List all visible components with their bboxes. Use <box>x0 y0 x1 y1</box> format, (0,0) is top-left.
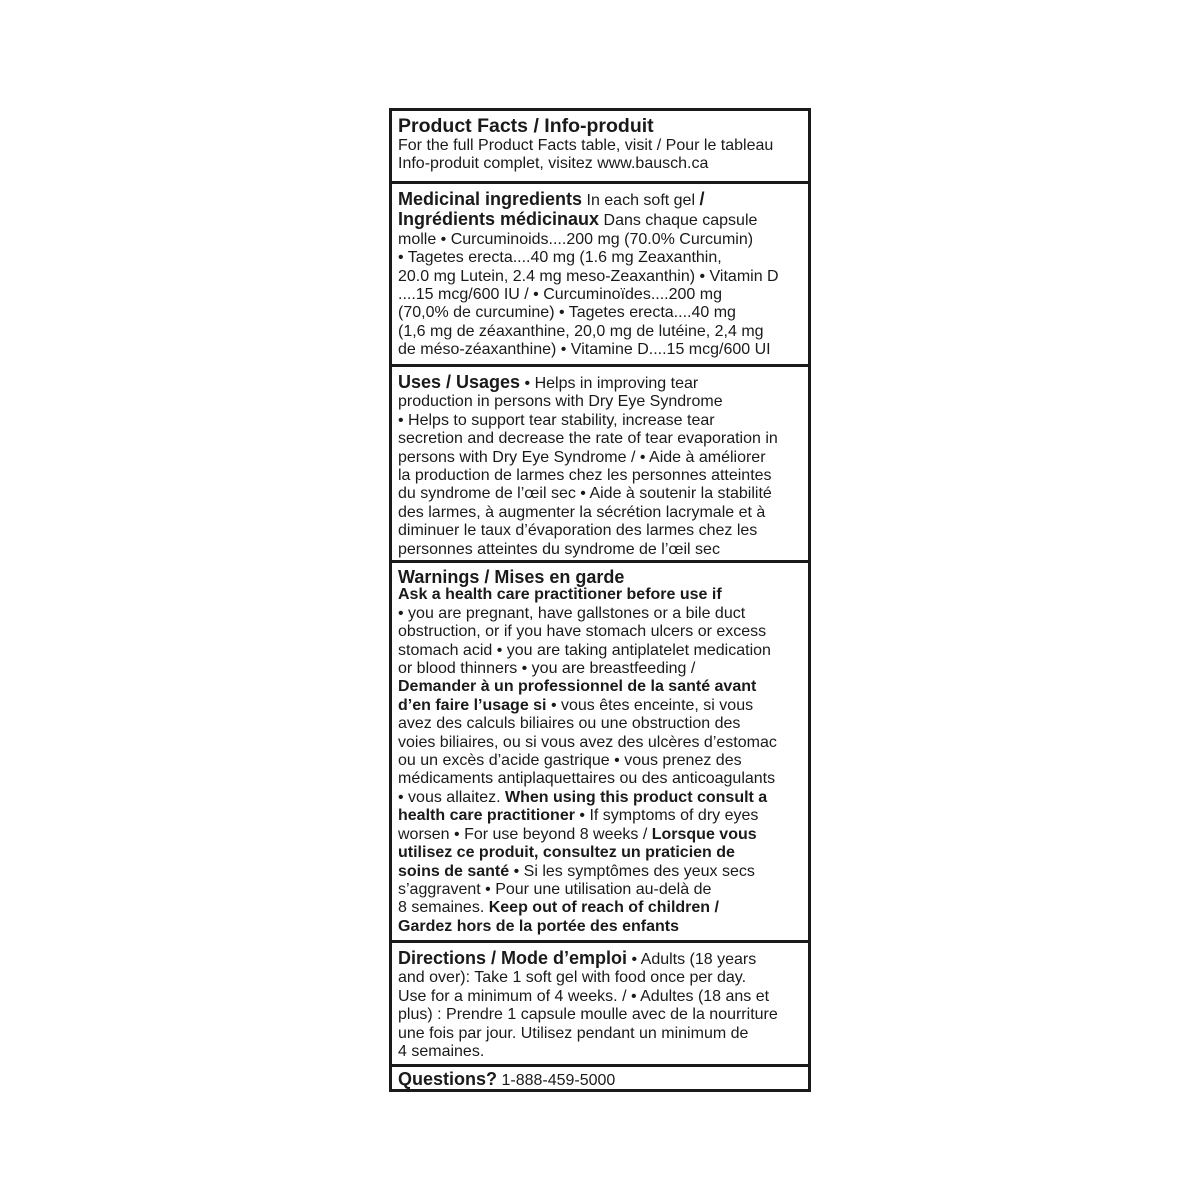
uses-line: • Helps to support tear stability, increase tear <box>398 411 715 429</box>
directions-line: Use for a minimum of 4 weeks. / • Adultes (18 ans et <box>398 987 770 1005</box>
warnings-heading: Warnings / Mises en garde <box>398 567 625 587</box>
uses-line: personnes atteintes du syndrome de l’œil sec <box>398 540 720 558</box>
ingredients-line: (1,6 mg de zéaxanthine, 20,0 mg de lutéine, 2,4 mg <box>398 322 764 340</box>
product-facts-label <box>389 108 811 1092</box>
warnings-line: ou un excès d’acide gastrique • vous prenez des <box>398 752 742 770</box>
directions-line: plus) : Prendre 1 capsule moulle avec de la nourriture <box>398 1006 778 1024</box>
warnings-line: or blood thinners • you are breastfeeding / <box>398 660 696 678</box>
questions-heading: Questions? <box>398 1069 498 1089</box>
warnings-line: • you are pregnant, have gallstones or a bile duct <box>398 604 746 622</box>
warning-consult-fr: soins de santé <box>398 862 510 880</box>
uses-line: secretion and decrease the rate of tear evaporation in <box>398 430 778 448</box>
warning-consult-en: When using this product consult a <box>504 788 768 806</box>
uses-line: du syndrome de l’œil sec • Aide à soutenir la stabilité <box>398 485 772 503</box>
warnings-text: • vous allaitez. <box>398 788 505 806</box>
uses-heading: Uses / Usages <box>398 372 521 392</box>
product-facts-header <box>392 111 808 181</box>
ingredients-heading-fr: Ingrédients médicinaux <box>398 209 600 230</box>
warnings-line: médicaments antiplaquettaires ou des anticoagulants <box>398 770 776 788</box>
directions-section <box>392 940 808 1064</box>
warnings-text: • vous êtes enceinte, si vous <box>546 696 754 714</box>
warnings-text: • Si les symptômes des yeux secs <box>509 862 755 880</box>
uses-line: diminuer le taux d’évaporation des larmes chez les <box>398 522 758 540</box>
uses-section <box>392 364 808 560</box>
uses-text: • Helps in improving tear <box>520 375 699 392</box>
medicinal-ingredients-section <box>392 181 808 364</box>
facts-line: For the full Product Facts table, visit / Pour le tableau <box>398 137 774 154</box>
keep-out-fr: Gardez hors de la portée des enfants <box>398 917 679 935</box>
warnings-line: voies biliaires, ou si vous avez des ulcères d’estomac <box>398 733 777 751</box>
warnings-line: avez des calculs biliaires ou une obstruction des <box>398 715 741 733</box>
warning-ask-fr: d’en faire l’usage si <box>398 696 547 714</box>
warning-consult-en: health care practitioner <box>398 807 575 825</box>
directions-line: une fois par jour. Utilisez pendant un minimum de <box>398 1024 749 1042</box>
ingredients-line: (70,0% de curcumine) • Tagetes erecta....40 mg <box>398 304 736 322</box>
directions-line: and over): Take 1 soft gel with food once per day. <box>398 969 747 987</box>
uses-line: des larmes, à augmenter la sécrétion lacrymale et à <box>398 503 766 521</box>
ingredients-slash: / <box>699 189 705 209</box>
facts-line: Info-produit complet, visitez www.bausch.ca <box>398 155 709 173</box>
warnings-text: • If symptoms of dry eyes <box>574 807 759 825</box>
warning-ask-en: Ask a health care practitioner before use if <box>398 586 722 604</box>
uses-line: production in persons with Dry Eye Syndrome <box>398 393 723 411</box>
directions-text: • Adults (18 years <box>627 951 757 968</box>
ingredients-line: 20.0 mg Lutein, 2.4 mg meso-Zeaxanthin) • Vitamin D <box>398 267 779 285</box>
ingredients-line: molle • Curcuminoids....200 mg (70.0% Curcumin) <box>398 230 754 248</box>
warning-ask-fr: Demander à un professionnel de la santé avant <box>398 678 757 696</box>
warnings-section <box>392 560 808 940</box>
ingredients-heading-en: Medicinal ingredients <box>398 189 583 209</box>
uses-line: la production de larmes chez les personnes atteintes <box>398 467 772 485</box>
warning-consult-fr: utilisez ce produit, consultez un praticien de <box>398 844 735 862</box>
ingredients-line: de méso-zéaxanthine) • Vitamine D....15 mcg/600 UI <box>398 341 771 359</box>
keep-out-en: Keep out of reach of children / <box>488 899 719 917</box>
questions-section <box>392 1064 808 1092</box>
warnings-text: worsen • For use beyond 8 weeks / <box>398 825 652 843</box>
uses-line: persons with Dry Eye Syndrome / • Aide à améliorer <box>398 448 766 466</box>
warnings-line: stomach acid • you are taking antiplatelet medication <box>398 641 771 659</box>
warnings-text: 8 semaines. <box>398 899 489 917</box>
ingredients-line: • Tagetes erecta....40 mg (1.6 mg Zeaxanthin, <box>398 249 722 267</box>
warning-consult-fr: Lorsque vous <box>651 825 757 843</box>
ingredients-text: Dans chaque capsule <box>599 212 758 230</box>
ingredients-text: In each soft gel <box>582 192 700 209</box>
questions-phone: 1-888-459-5000 <box>497 1072 616 1089</box>
warnings-line: obstruction, or if you have stomach ulcers or excess <box>398 623 767 641</box>
directions-line: 4 semaines. <box>398 1043 485 1061</box>
directions-heading: Directions / Mode d’emploi <box>398 948 628 968</box>
label-title: Product Facts / Info-produit <box>398 115 654 137</box>
ingredients-line: ....15 mcg/600 IU / • Curcuminoïdes....200 mg <box>398 286 722 304</box>
warnings-line: s’aggravent • Pour une utilisation au-delà de <box>398 880 712 898</box>
